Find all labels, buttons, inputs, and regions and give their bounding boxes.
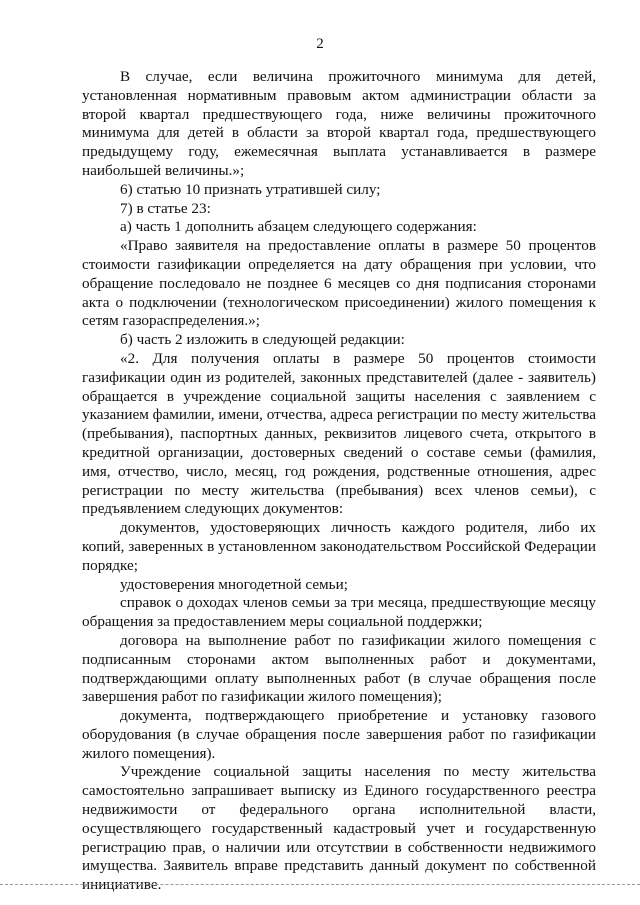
list-item-gasification-contract: договора на выполнение работ по газификации жилого помещения с подписанным сторонами актом выполненных работ и документами, подтверждающими оплату выполненных работ (в случае обращения после завершения работ по газификации жилого помещения); [82, 631, 596, 706]
list-item-gas-equipment-document: документа, подтверждающего приобретение и установку газового оборудования (в случае обращения после завершения работ по газификации жилого помещения). [82, 707, 596, 762]
page-bottom-divider [0, 884, 640, 885]
paragraph-part-1-addition: а) часть 1 дополнить абзацем следующего содержания: [120, 218, 477, 236]
paragraph-part-2-new-wording: б) часть 2 изложить в следующей редакции: [120, 331, 405, 349]
list-item-income-statements: справок о доходах членов семьи за три месяца, предшествующие месяцу обращения за предоставлением меры социальной поддержки; [82, 594, 596, 631]
paragraph-living-wage-clause: В случае, если величина прожиточного минимума для детей, установленная нормативным правовым актом администрации области за второй квартал предшествующего года, ниже величины прожиточного минимума для детей в области за второй квартал года, предшествующего предыдущему году, ежемесячная выплата устанавливается в размере наибольшей величины.»; [82, 68, 596, 179]
paragraph-article-10-repeal: 6) статью 10 признать утратившей силу; [120, 180, 381, 198]
list-item-identity-documents: документов, удостоверяющих личность каждого родителя, либо их копий, заверенных в установленном законодательством Российской Федерации порядке; [82, 519, 596, 574]
page-number: 2 [316, 36, 324, 52]
paragraph-article-23-intro: 7) в статье 23: [120, 199, 211, 217]
list-item-large-family-certificate: удостоверения многодетной семьи; [120, 575, 348, 593]
paragraph-registry-extract: Учреждение социальной защиты населения по месту жительства самостоятельно запрашивает выписку из Единого государственного реестра недвижимости от федерального органа исполнительной власти, осуществляющего государственный кадастровый учет и государственную регистрацию прав, о наличии или отсутствии в собственности недвижимого имущества. Заявитель вправе представить данный документ по собственной инициативе. [82, 763, 596, 894]
paragraph-right-of-applicant: «Право заявителя на предоставление оплаты в размере 50 процентов стоимости газификации определяется на дату обращения при условии, что обращение последовало не позднее 6 месяцев со дня подписания сторонами акта о подключении (технологическом присоединении) жилого помещения к сетям газораспределения.»; [82, 237, 596, 330]
paragraph-application-procedure: «2. Для получения оплаты в размере 50 процентов стоимости газификации один из родителей, законных представителей (далее - заявитель) обращается в учреждение социальной защиты населения с заявлением с указанием фамилии, имени, отчества, адреса регистрации по месту жительства (пребывания), паспортных данных, реквизитов лицевого счета, открытого в кредитной организации, достоверных сведений о составе семьи (фамилия, имя, отчество, число, месяц, год рождения, родственные отношения, адрес регистрации по месту жительства (пребывания) всех членов семьи), с предъявлением следующих документов: [82, 349, 597, 518]
document-body [82, 68, 596, 895]
